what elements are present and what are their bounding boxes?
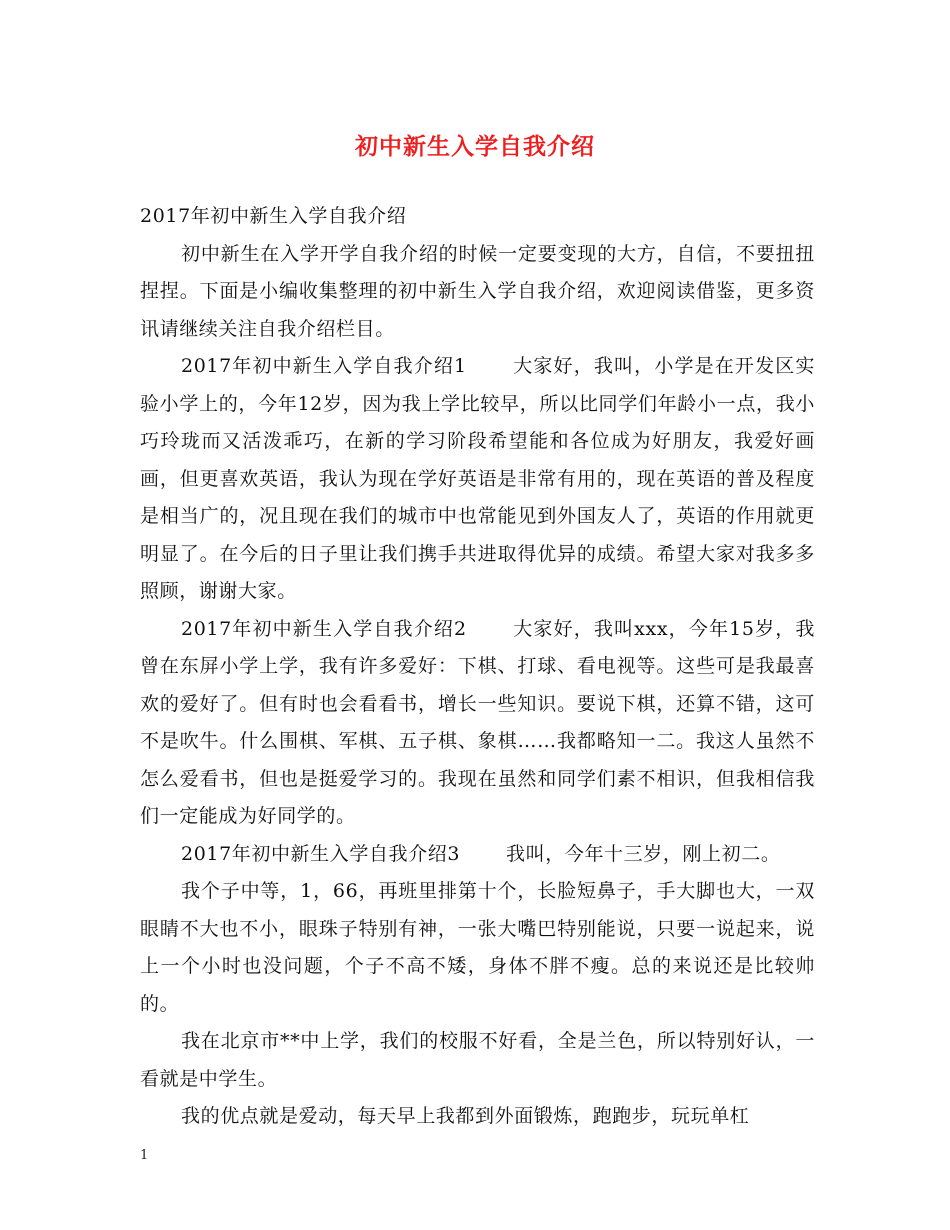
section-1-heading: 2017年初中新生入学自我介绍1	[181, 355, 467, 377]
section-2-paragraph	[140, 611, 815, 836]
body-paragraph: 我在北京市**中上学，我们的校服不好看，全是兰色，所以特别好认，一看就是中学生。	[140, 1030, 815, 1090]
section-1-text: 大家好，我叫，小学是在开发区实验小学上的，今年12岁，因为我上学比较早，所以比同学们年龄小一点，我小巧玲珑而又活泼乖巧，在新的学习阶段希望能和各位成为好朋友，我爱好画画，但更喜欢英语，我认为现在学好英语是非常有用的，现在英语的普及程度是相当广的，况且现在我们的城市中也常能见到外国友人了，英语的作用就更明显了。在今后的日子里让我们携手共进取得优异的成绩。希望大家对我多多照顾，谢谢大家。	[140, 355, 815, 602]
page-number: 1	[140, 1148, 149, 1163]
intro-paragraph: 初中新生在入学开学自我介绍的时候一定要变现的大方，自信，不要扭扭捏捏。下面是小编收集整理的初中新生入学自我介绍，欢迎阅读借鉴，更多资讯请继续关注自我介绍栏目。	[140, 242, 815, 340]
section-3-text: 我叫，今年十三岁，刚上初二。	[506, 842, 781, 865]
section-2-text: 大家好，我叫xxx，今年15岁，我曾在东屏小学上学，我有许多爱好：下棋、打球、看电视等。这些可是我最喜欢的爱好了。但有时也会看看书，增长一些知识。要说下棋，还算不错，这可不是吹牛。什么围棋、军棋、五子棋、象棋……我都略知一二。我这人虽然不怎么爱看书，但也是挺爱学习的。我现在虽然和同学们素不相识，但我相信我们一定能成为好同学的。	[140, 617, 815, 827]
body-paragraph: 我的优点就是爱动，每天早上我都到外面锻炼，跑跑步，玩玩单杠	[181, 1105, 750, 1127]
document-title: 初中新生入学自我介绍	[355, 133, 595, 160]
document-body	[140, 198, 815, 1136]
body-paragraph: 我个子中等，1，66，再班里排第十个，长脸短鼻子，手大脚也大，一双眼睛不大也不小，眼珠子特别有神，一张大嘴巴特别能说，只要一说起来，说上一个小时也没问题，个子不高不矮，身体不胖不瘦。总的来说还是比较帅的。	[140, 880, 815, 1015]
section-3-heading: 2017年初中新生入学自我介绍3	[181, 842, 461, 865]
subtitle: 2017年初中新生入学自我介绍	[140, 205, 407, 227]
section-2-heading: 2017年初中新生入学自我介绍2	[181, 617, 467, 640]
section-1-paragraph	[140, 348, 815, 611]
section-3-paragraph	[140, 836, 815, 874]
